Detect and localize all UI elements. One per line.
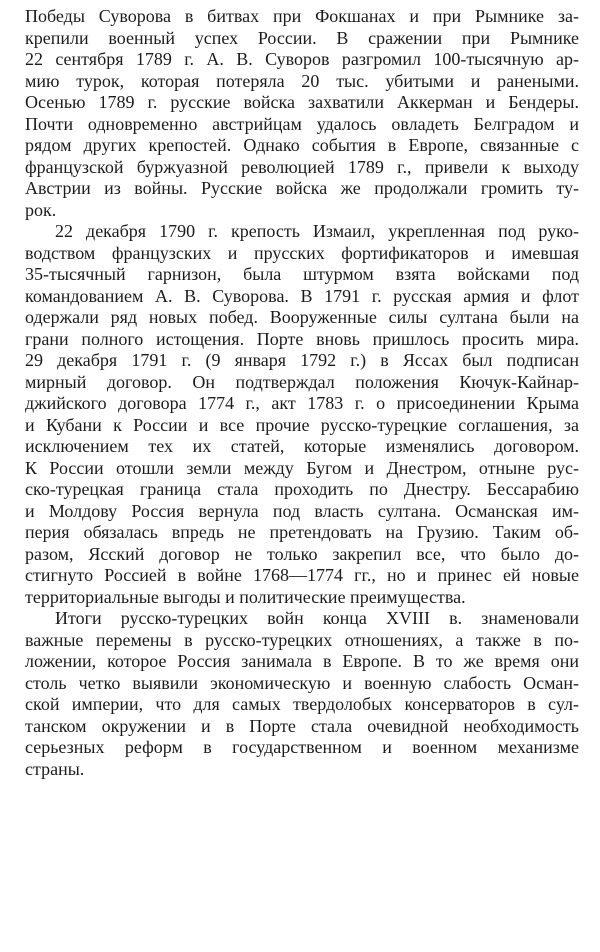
text-line: крепили военный успех России. В сражении при Рымнике — [25, 27, 579, 48]
text-line: 22 сентября 1789 г. А. В. Суворов разгромил 100-тысячную ар- — [25, 49, 579, 69]
text-line: столь четко выявили экономическую и военную слабость Осман- — [25, 672, 579, 693]
paragraph — [25, 6, 579, 221]
text-line: и Кубани к России и все прочие русско-турецкие соглашения, за — [25, 414, 579, 435]
document-page — [25, 6, 579, 780]
text-line: рядом других крепостей. Однако события в Европе, связанные с — [25, 135, 579, 155]
text-line: перия обязалась впредь не претендовать на Грузию. Таким об- — [25, 522, 579, 542]
text-line: исключением тех их статей, которые изменялись договором. — [25, 436, 579, 456]
text-line: танском окружении и в Порте стала очевидной необходимость — [25, 715, 579, 736]
text-line: ложении, которое Россия занимала в Европе. В то же время они — [25, 651, 579, 671]
text-line: французской буржуазной революцией 1789 г., привели к выходу — [25, 156, 579, 177]
text-line: серьезных реформ в государственном и военном механизме — [25, 737, 579, 757]
text-line: Итоги русско-турецких войн конца XVIII в. знаменовали — [55, 608, 579, 628]
text-line: важные перемены в русско-турецких отношениях, а также в по- — [25, 629, 579, 650]
text-line: Почти одновременно австрийцам удалось овладеть Белградом и — [25, 113, 579, 134]
text-line: водством французских и прусских фортификаторов и имевшая — [25, 242, 579, 263]
text-line: и Молдову Россия вернула под власть султана. Османская им- — [25, 500, 579, 521]
text-line: джийского договора 1774 г., акт 1783 г. о присоединении Крыма — [25, 393, 579, 413]
text-line: 29 декабря 1791 г. (9 января 1792 г.) в Яссах был подписан — [25, 350, 579, 370]
text-line: Австрии из войны. Русские войска же продолжали громить ту- — [25, 178, 579, 198]
text-line: грани полного истощения. Порте вновь пришлось просить мира. — [25, 328, 579, 349]
text-line: 35-тысячный гарнизон, была штурмом взята войсками под — [25, 264, 579, 284]
text-line: К России отошли земли между Бугом и Днестром, отныне рус- — [25, 457, 579, 478]
text-line: мию турок, которая потеряла 20 тыс. убитыми и ранеными. — [25, 70, 579, 91]
text-line: разом, Ясский договор не только закрепил все, что было до- — [25, 543, 579, 564]
text-line: мирный договор. Он подтверждал положения Кючук-Кайнар- — [25, 371, 579, 392]
text-line: Победы Суворова в битвах при Фокшанах и при Рымнике за- — [25, 6, 579, 26]
text-line: 22 декабря 1790 г. крепость Измаил, укрепленная под руко- — [55, 221, 579, 241]
text-line: ско-турецкая граница стала проходить по Днестру. Бессарабию — [25, 479, 579, 499]
text-line: страны. — [25, 758, 85, 779]
paragraph — [25, 608, 579, 780]
text-line: Осенью 1789 г. русские войска захватили Аккерман и Бендеры. — [25, 92, 579, 112]
paragraph — [25, 221, 579, 608]
text-line: командованием А. В. Суворова. В 1791 г. русская армия и флот — [25, 285, 579, 306]
text-line: территориальные выгоды и политические преимущества. — [25, 586, 466, 607]
text-line: стигнуто Россией в войне 1768—1774 гг., но и принес ей новые — [25, 565, 579, 585]
text-line: ской империи, что для самых твердолобых консерваторов в сул- — [25, 694, 579, 714]
text-line: одержали ряд новых побед. Вооруженные силы султана были на — [25, 307, 579, 327]
text-line: рок. — [25, 199, 57, 220]
